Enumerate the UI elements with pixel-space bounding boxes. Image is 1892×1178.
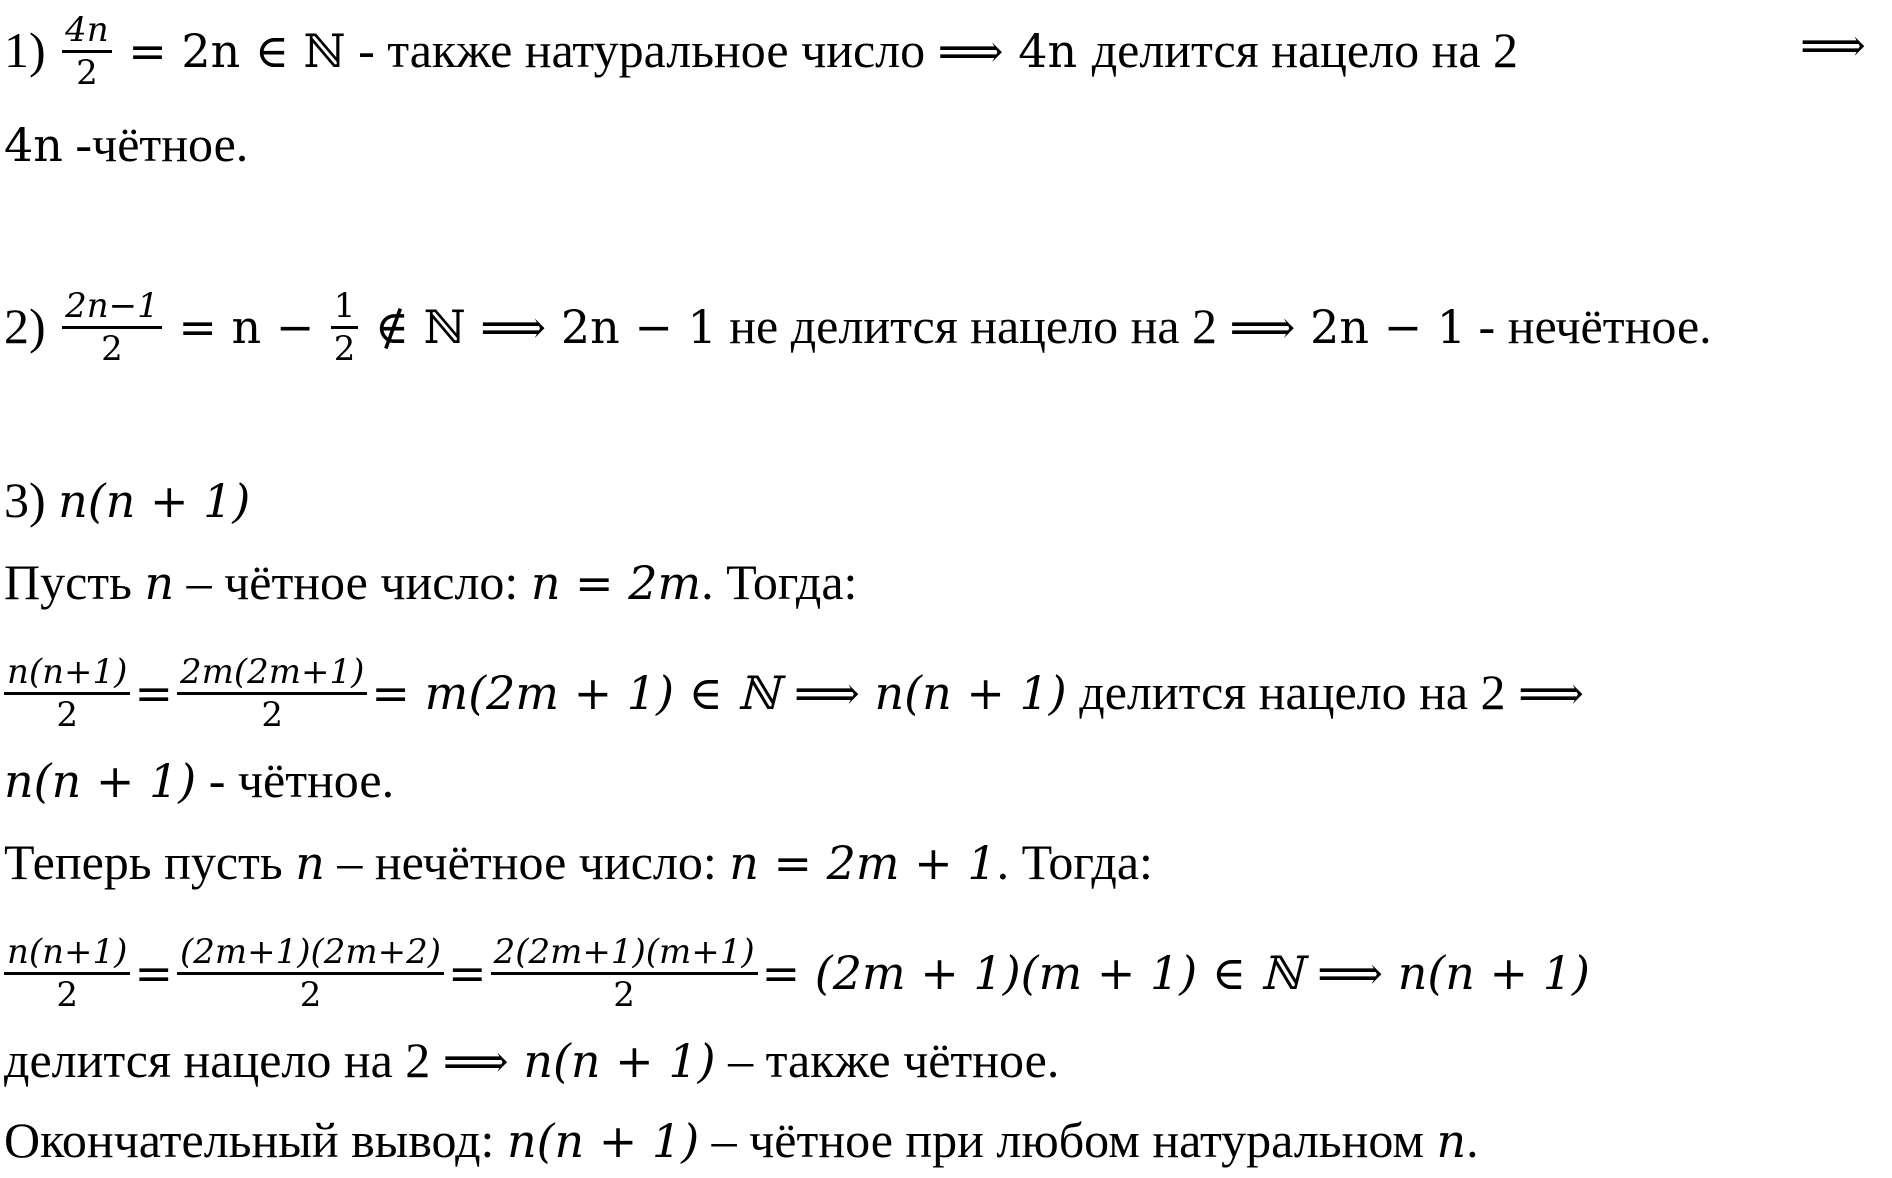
case1-fraction-1-denominator: 2 <box>56 695 79 735</box>
case1-fraction-1-numerator: n(n+1) <box>4 652 130 695</box>
case1-fraction-2-numerator: 2m(2m+1) <box>177 652 367 695</box>
final-expr: n(n + 1) <box>506 1114 700 1168</box>
item1-text-divisible: делится нацело на 2 <box>1091 21 1519 78</box>
item1-expr: 4n <box>1003 23 1092 78</box>
item1-fraction <box>62 10 112 93</box>
item2-text-odd: - нечётное. <box>1466 297 1712 354</box>
item1-text: - также натуральное число <box>345 21 938 78</box>
case2-fraction-3-denominator: 2 <box>613 975 635 1015</box>
case2-fraction-3 <box>491 932 758 1015</box>
item1-equation: = 2n ∈ ℕ <box>128 23 346 78</box>
case1-fraction-1 <box>4 652 130 735</box>
item2-half-numerator: 1 <box>331 286 359 329</box>
case2-fraction-1-denominator: 2 <box>56 975 79 1015</box>
item2-notin: ∉ ℕ ⟹ 2n − 1 <box>374 299 717 354</box>
item1-arrow-end: ⟹ <box>1800 18 1866 72</box>
item3-header <box>4 470 250 530</box>
item2-arrow: ⟹ 2n − 1 <box>1229 299 1467 354</box>
item3-case1-derivation: $\frac{n(n+1)}{2}$ = $\frac{2m(2m+1)}{2}$ = m(2m + 1) ∈ ℕ ⟹ n(n + 1) делится нацело на 2 ⟹ <box>4 656 1584 716</box>
case2-fraction-1-numerator: n(n+1) <box>4 932 130 975</box>
case2-fraction-2-numerator: (2m+1)(2m+2) <box>177 932 444 975</box>
case1-then: . Тогда: <box>701 554 858 610</box>
case2-equation: n = 2m + 1 <box>729 836 997 890</box>
case2-fraction-3-numerator: 2(2m+1)(m+1) <box>491 932 758 975</box>
case1-fraction-2-denominator: 2 <box>261 695 284 735</box>
case2-fraction-1 <box>4 932 130 1015</box>
item3-case1-conclusion <box>4 750 394 810</box>
item3-case2-intro <box>4 832 1153 892</box>
case1-cont-text: - чётное. <box>196 752 395 808</box>
item2-line <box>4 286 1712 369</box>
case1-divisible-text: делится нацело на 2 <box>1066 663 1519 720</box>
item1-label: 1) <box>4 21 46 78</box>
item3-case2-conclusion <box>4 1030 1059 1090</box>
item1-continuation <box>4 114 248 174</box>
case1-result: = m(2m + 1) ∈ ℕ ⟹ n(n + 1) <box>371 665 1067 720</box>
case2-fraction-2-denominator: 2 <box>299 975 322 1015</box>
item2-text: не делится нацело на 2 <box>716 297 1230 354</box>
case2-var: n <box>295 836 325 890</box>
case1-arrow: ⟹ <box>1518 665 1585 720</box>
final-dot: . <box>1466 1112 1479 1168</box>
case2-result: = (2m + 1)(m + 1) ∈ ℕ ⟹ n(n + 1) <box>761 945 1590 1000</box>
case2-cont-text: делится нацело на 2 <box>4 1032 443 1088</box>
item3-case2-derivation: $\frac{n(n+1)}{2}$ = $\frac{(2m+1)(2m+2)}{2}$ = $\frac{2(2m+1)(m+1)}{2}$ = (2m + 1)(m + 1) ∈ ℕ ⟹ n(n + 1) <box>4 936 1590 996</box>
final-text-2: – чётное при любом натуральном <box>699 1112 1437 1168</box>
item3-expr: n(n + 1) <box>58 474 251 528</box>
case1-text: – чётное число: <box>174 554 531 610</box>
item2-half-denominator: 2 <box>333 329 356 369</box>
item3-case1-intro <box>4 552 857 612</box>
item1-cont-text: -чётное. <box>62 116 249 172</box>
item1-line <box>4 10 1519 93</box>
item1-fraction-numerator: 4n <box>62 10 112 53</box>
item2-half-fraction <box>331 286 359 369</box>
item2-fraction <box>62 286 162 369</box>
case2-cont-text-2: – также чётное. <box>715 1032 1060 1088</box>
case1-cont-expr: n(n + 1) <box>4 754 197 808</box>
item2-fraction-numerator: 2n−1 <box>62 286 162 329</box>
item1-arrow: ⟹ <box>937 23 1004 78</box>
case2-then: . Тогда: <box>996 834 1153 890</box>
item2-label: 2) <box>4 297 46 354</box>
case1-intro-text: Пусть <box>4 554 145 610</box>
case2-intro-text: Теперь пусть <box>4 834 296 890</box>
item1-fraction-denominator: 2 <box>76 53 98 93</box>
item1-trailing-arrow <box>1800 14 1866 74</box>
case1-fraction-2 <box>177 652 367 735</box>
final-var: n <box>1436 1114 1467 1168</box>
item2-equation: = n − <box>178 299 315 354</box>
case2-fraction-2 <box>177 932 444 1015</box>
item1-cont-expr: 4n <box>4 118 63 172</box>
case2-cont-expr: ⟹ n(n + 1) <box>442 1034 716 1088</box>
item2-fraction-denominator: 2 <box>101 329 123 369</box>
case1-equation: n = 2m <box>530 556 702 610</box>
final-text: Окончательный вывод: <box>4 1112 507 1168</box>
item3-label: 3) <box>4 472 46 528</box>
case2-text: – нечётное число: <box>324 834 730 890</box>
case1-var: n <box>144 556 175 610</box>
final-conclusion <box>4 1110 1479 1170</box>
